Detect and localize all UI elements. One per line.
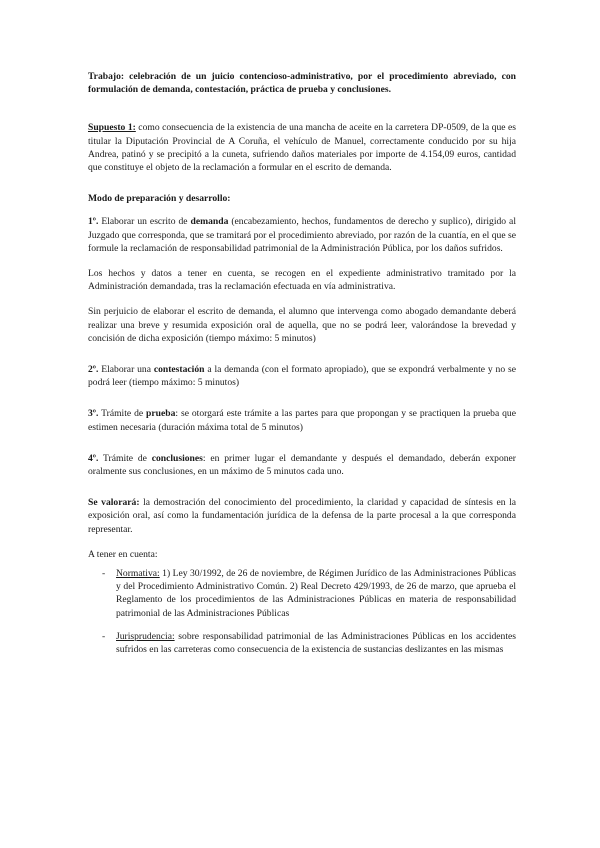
step-1-number: 1º. [88, 216, 99, 228]
step-3-number: 3º. [88, 408, 99, 420]
step-4-paragraph [88, 452, 516, 478]
step-2-pre: Elaborar una [98, 364, 154, 376]
list-item-label: Normativa: [116, 568, 160, 580]
valorara-text: la demostración del conocimiento del procedimiento, la claridad y capacidad de síntesis en la exposición oral, así como la fundamentación jurídica de la defensa de la parte procesal a la que corresponda representar. [88, 497, 517, 535]
step-4-pre: Trámite de [98, 452, 152, 464]
list-item-text: sobre responsabilidad patrimonial de las Administraciones Públicas en los accidentes sufridos en las carreteras como consecuencia de la existencia de sustancias deslizantes en las mismas [116, 630, 516, 656]
step-3-pre: Trámite de [98, 408, 147, 420]
hechos-paragraph: Los hechos y datos a tener en cuenta, se recogen en el expediente administrativo tramitado por la Administración demandada, tras la reclamación efectuada en vía administrativa. [88, 268, 516, 293]
step-1-pre: Elaborar un escrito de [98, 216, 191, 228]
step-1-post: (encabezamiento, hechos, fundamentos de derecho y suplico), dirigido al Juzgado que corresponda, que se tramitará por el procedimiento abreviado, por razón de la cuantía, en el que se formule la reclamación de responsabilidad patrimonial de la Administración Pública, por los daños sufridos. [88, 216, 516, 254]
step-3-keyword: prueba [146, 408, 176, 420]
step-2-post: a la demanda (con el formato apropiado), que se expondrá verbalmente y no se podrá leer (tiempo máximo: 5 minutos) [88, 364, 516, 389]
list-item-label: Jurisprudencia: [116, 630, 175, 642]
step-2-paragraph [88, 363, 516, 389]
step-4-keyword: conclusiones [151, 452, 203, 464]
step-1-paragraph [88, 215, 516, 255]
document-body [88, 70, 516, 666]
sin-perjuicio-paragraph: Sin perjuicio de elaborar el escrito de demanda, el alumno que intervenga como abogado demandante deberá realizar una breve y resumida exposición oral de aquella, que no se podrá leer, valorándose la brevedad y concisión de dicha exposición (tiempo máximo: 5 minutos) [88, 306, 516, 344]
step-4-post: : en primer lugar el demandante y después el demandado, deberán exponer oralmente sus conclusiones, en un máximo de 5 minutos cada uno. [88, 452, 516, 478]
supuesto-label: Supuesto 1: [88, 122, 136, 134]
supuesto-paragraph [88, 121, 516, 174]
tener-heading: A tener en cuenta: [88, 548, 158, 560]
dash-bullet-icon: - [102, 630, 106, 642]
step-2-keyword: contestación [153, 364, 205, 376]
dash-bullet-icon: - [102, 568, 106, 580]
step-1-keyword: demanda [190, 216, 229, 228]
reference-list [88, 567, 516, 656]
step-3-paragraph [88, 407, 516, 433]
valorara-paragraph [88, 496, 516, 536]
supuesto-text: como consecuencia de la existencia de una mancha de aceite en la carretera DP-0509, de la que es titular la Diputación Provincial de A Coruña, el vehículo de Manuel, correctamente conducido por su hija Andrea, patinó y se precipitó a la cuneta, sufriendo daños materiales por importe de 4.154,09 euros, cantidad que constituye el objeto de la reclamación a formular en el escrito de demanda. [88, 122, 516, 174]
document-title: Trabajo: celebración de un juicio contencioso-administrativo, por el procedimiento abreviado, con formulación de demanda, contestación, práctica de prueba y conclusiones. [88, 71, 516, 96]
valorara-label: Se valorará: [88, 497, 140, 509]
list-item [102, 567, 516, 620]
step-2-number: 2º. [88, 364, 99, 376]
list-item-text: 1) Ley 30/1992, de 26 de noviembre, de Régimen Jurídico de las Administraciones Públicas y del Procedimiento Administrativo Común. 2) Real Decreto 429/1993, de 26 de marzo, que aprueba el Reglamento de los procedimientos de las Administraciones Públicas en materia de responsabilidad patrimonial de las Administraciones Públicas [116, 568, 516, 619]
step-4-number: 4º. [88, 452, 99, 464]
list-item [102, 630, 516, 656]
modo-heading: Modo de preparación y desarrollo: [88, 193, 231, 205]
step-3-post: : se otorgará este trámite a las partes para que propongan y se practiquen la prueba que estimen necesaria (duración máxima total de 5 minutos) [88, 408, 516, 433]
